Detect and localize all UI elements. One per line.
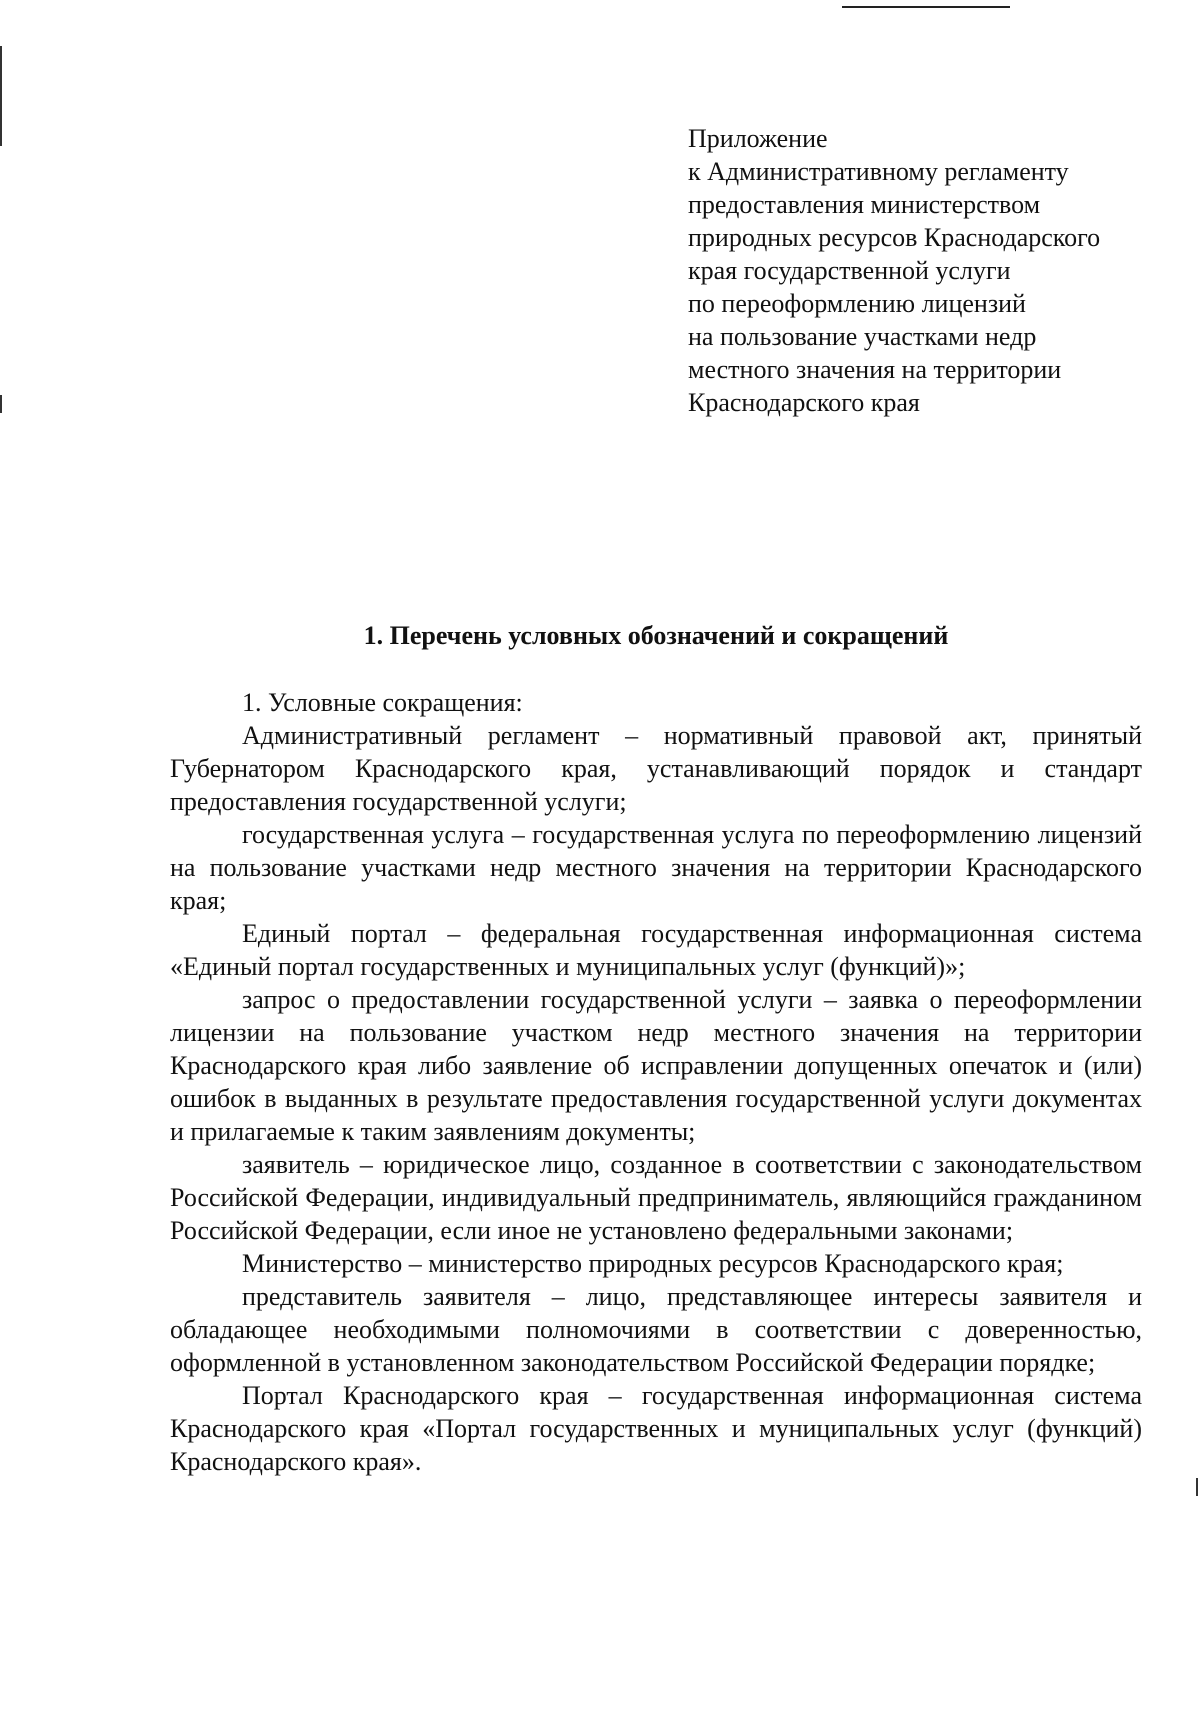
definition-paragraph: заявитель – юридическое лицо, созданное в соответствии с законодательством Российской Федерации, индивидуальный предприниматель, являющийся гражданином Российской Федерации, если иное не установлено федеральными законами; — [170, 1150, 1142, 1245]
paragraph-subheading: 1. Условные сокращения: — [242, 688, 523, 717]
appendix-header — [688, 122, 1188, 419]
appendix-line: предоставления министерством — [688, 190, 1041, 219]
definition-paragraph: запрос о предоставлении государственной услуги – заявка о переоформлении лицензии на пользование участком недр местного значения на территории Краснодарского края либо заявление об исправлении допущенных опечаток и (или) ошибок в выданных в результате предоставления государственной услуги документах и прилагаемые к таким заявлениям документы; — [170, 985, 1142, 1146]
definition-paragraph: Портал Краснодарского края – государственная информационная система Краснодарского края «Портал государственных и муниципальных услуг (функций) Краснодарского края». — [170, 1381, 1142, 1476]
definition-paragraph: Административный регламент – нормативный правовой акт, принятый Губернатором Краснодарского края, устанавливающий порядок и стандарт предоставления государственной услуги; — [170, 721, 1142, 816]
definition-paragraph: государственная услуга – государственная услуга по переоформлению лицензий на пользование участками недр местного значения на территории Краснодарского края; — [170, 820, 1142, 915]
appendix-line: края государственной услуги — [688, 256, 1011, 285]
appendix-line: к Административному регламенту — [688, 157, 1069, 186]
scan-artifact-edge — [0, 46, 2, 146]
definition-paragraph: Министерство – министерство природных ресурсов Краснодарского края; — [242, 1249, 1064, 1278]
appendix-line: Краснодарского края — [688, 388, 920, 417]
appendix-line: местного значения на территории — [688, 355, 1062, 384]
appendix-line: по переоформлению лицензий — [688, 289, 1026, 318]
appendix-line: Приложение — [688, 124, 828, 153]
section-title: 1. Перечень условных обозначений и сокращений — [363, 621, 949, 650]
definition-paragraph: Единый портал – федеральная государственная информационная система «Единый портал государственных и муниципальных услуг (функций)»; — [170, 919, 1142, 981]
document-body — [170, 686, 1142, 1478]
scan-artifact-edge — [0, 395, 2, 413]
scan-artifact-line — [842, 6, 1010, 8]
scan-artifact-edge — [1196, 1478, 1198, 1496]
appendix-line: природных ресурсов Краснодарского — [688, 223, 1101, 252]
definition-paragraph: представитель заявителя – лицо, представляющее интересы заявителя и обладающее необходимыми полномочиями в соответствии с доверенностью, оформленной в установленном законодательством Российской Федерации порядке; — [170, 1282, 1142, 1377]
appendix-line: на пользование участками недр — [688, 322, 1037, 351]
